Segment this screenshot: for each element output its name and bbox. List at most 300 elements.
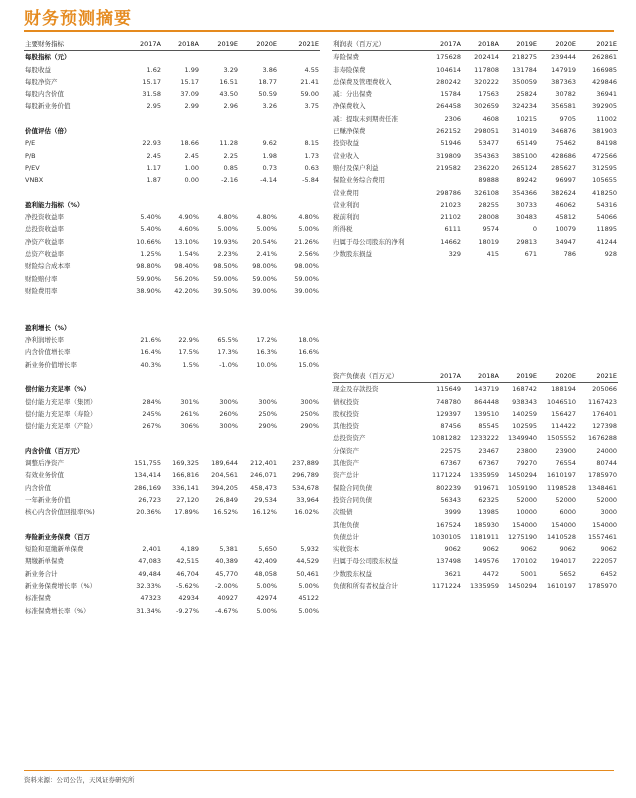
cell-value: 76554 bbox=[555, 459, 576, 468]
cell-value bbox=[239, 125, 278, 137]
cell-value: 1181911 bbox=[470, 532, 499, 541]
table-row bbox=[332, 457, 618, 469]
table-row bbox=[332, 88, 618, 100]
cell-value: 33,964 bbox=[296, 495, 319, 504]
cell-value: 98.50% bbox=[213, 262, 238, 271]
cell-value: 429846 bbox=[592, 77, 617, 86]
cell-value bbox=[162, 310, 200, 322]
cell-value: 105655 bbox=[592, 176, 617, 185]
cell-value: 52000 bbox=[516, 495, 537, 504]
cell-value: 2017A bbox=[424, 38, 462, 51]
cell-value: 13.10% bbox=[174, 237, 199, 246]
cell-value bbox=[124, 113, 162, 125]
cell-value: 1348461 bbox=[588, 483, 617, 492]
cell-value: 50,461 bbox=[296, 569, 319, 578]
cell-value: 2.95 bbox=[146, 102, 161, 111]
cell-value: 418250 bbox=[592, 188, 617, 197]
cell-value bbox=[124, 51, 162, 64]
cell-value: 1.62 bbox=[146, 65, 161, 74]
row-label: 内含价值 bbox=[25, 483, 51, 492]
cell-value: 2.45 bbox=[184, 151, 199, 160]
cell-value: 262152 bbox=[436, 127, 461, 136]
cell-value: 185930 bbox=[474, 520, 499, 529]
cell-value: 167524 bbox=[436, 520, 461, 529]
cell-value: 98.00% bbox=[294, 262, 319, 271]
cell-value: 9062 bbox=[559, 545, 576, 554]
cell-value: 2.56% bbox=[298, 250, 319, 259]
table-row bbox=[24, 211, 320, 223]
cell-value: 26,723 bbox=[138, 495, 161, 504]
cell-value bbox=[278, 519, 320, 531]
row-label: 主要财务指标 bbox=[24, 38, 124, 51]
cell-value: 2019E bbox=[500, 370, 538, 383]
cell-value: 280242 bbox=[436, 77, 461, 86]
cell-value: 15.0% bbox=[298, 360, 319, 369]
cell-value: 127398 bbox=[592, 422, 617, 431]
cell-value: 1676288 bbox=[588, 434, 617, 443]
cell-value: 53477 bbox=[478, 139, 499, 148]
cell-value: 4.80% bbox=[217, 213, 238, 222]
cell-value: 1198528 bbox=[547, 483, 576, 492]
row-label: 财险赔付率 bbox=[25, 274, 58, 283]
cell-value: 9.62 bbox=[262, 139, 277, 148]
cell-value: 1335959 bbox=[470, 471, 499, 480]
cell-value: 67367 bbox=[440, 459, 461, 468]
cell-value: 4.80% bbox=[256, 213, 277, 222]
cell-value bbox=[124, 383, 162, 395]
cell-value: 2.25 bbox=[223, 151, 238, 160]
cell-value bbox=[278, 383, 320, 395]
cell-value: 59.90% bbox=[136, 274, 161, 283]
cell-value bbox=[200, 433, 239, 445]
row-label: 净资产收益率 bbox=[25, 237, 64, 246]
page-title: 财务预测摘要 bbox=[24, 9, 132, 29]
table-row bbox=[332, 506, 618, 518]
cell-value: 24000 bbox=[596, 446, 617, 455]
cell-value: 21.41 bbox=[300, 77, 319, 86]
cell-value bbox=[162, 433, 200, 445]
cell-value: 54316 bbox=[596, 200, 617, 209]
cell-value: 9574 bbox=[482, 225, 499, 234]
cell-value: 27,120 bbox=[176, 495, 199, 504]
section-heading-row bbox=[24, 445, 320, 457]
row-label: 标准保费 bbox=[25, 594, 51, 603]
cell-value bbox=[124, 531, 162, 543]
row-label: 净利润增长率 bbox=[25, 336, 64, 345]
table-row bbox=[24, 88, 320, 100]
cell-value: 56.20% bbox=[174, 274, 199, 283]
spacer-row bbox=[24, 371, 320, 383]
cell-value: 2.41% bbox=[256, 250, 277, 259]
cell-value: 4.60% bbox=[178, 225, 199, 234]
cell-value: 938343 bbox=[512, 397, 537, 406]
cell-value: 250% bbox=[258, 409, 277, 418]
section-heading-row bbox=[24, 531, 320, 543]
table-row bbox=[24, 334, 320, 346]
cell-value: 458,473 bbox=[250, 483, 277, 492]
row-label: 短险和趸缴新单保费 bbox=[25, 545, 84, 554]
cell-value: 284% bbox=[142, 397, 161, 406]
cell-value: 49,484 bbox=[138, 569, 161, 578]
cell-value: 2.96 bbox=[223, 102, 238, 111]
cell-value: 202414 bbox=[474, 53, 499, 62]
table-row bbox=[332, 408, 618, 420]
cell-value: 80744 bbox=[596, 459, 617, 468]
cell-value: -4.14 bbox=[260, 176, 277, 185]
cell-value: 4472 bbox=[482, 569, 499, 578]
cell-value: 314019 bbox=[512, 127, 537, 136]
spacer-row bbox=[24, 113, 320, 125]
cell-value: 40,389 bbox=[215, 557, 238, 566]
row-label: 其他资产 bbox=[333, 459, 359, 468]
table-row bbox=[332, 137, 618, 149]
cell-value: 312595 bbox=[592, 163, 617, 172]
cell-value bbox=[162, 322, 200, 334]
row-label: 资产总计 bbox=[333, 471, 359, 480]
table-header-row bbox=[332, 38, 618, 51]
table-row bbox=[332, 248, 618, 260]
cell-value: 239444 bbox=[551, 53, 576, 62]
cell-value: 320222 bbox=[474, 77, 499, 86]
row-label: 净保费收入 bbox=[333, 102, 366, 111]
cell-value: 40927 bbox=[217, 594, 238, 603]
row-label bbox=[24, 113, 124, 125]
table-row bbox=[24, 260, 320, 272]
row-label: 投资合同负债 bbox=[333, 495, 372, 504]
cell-value bbox=[278, 125, 320, 137]
cell-value: 9062 bbox=[444, 545, 461, 554]
cell-value: 302659 bbox=[474, 102, 499, 111]
section-heading-row bbox=[24, 199, 320, 211]
cell-value: 1275190 bbox=[508, 532, 537, 541]
cell-value: 300% bbox=[258, 397, 277, 406]
row-label: 利润表（百万元） bbox=[332, 38, 424, 51]
cell-value: 290% bbox=[258, 422, 277, 431]
cell-value: 1.17 bbox=[146, 163, 161, 172]
cell-value bbox=[239, 187, 278, 199]
table-row bbox=[332, 236, 618, 248]
cell-value bbox=[278, 51, 320, 64]
cell-value: 5.00% bbox=[298, 606, 319, 615]
cell-value: 5.00% bbox=[256, 582, 277, 591]
cell-value: 29,534 bbox=[254, 495, 277, 504]
cell-value: 166,816 bbox=[172, 471, 199, 480]
cell-value: 2018A bbox=[162, 38, 200, 51]
row-label: 其他负债 bbox=[333, 520, 359, 529]
row-label: 其他投资 bbox=[333, 422, 359, 431]
row-label: 债权投资 bbox=[333, 397, 359, 406]
cell-value: 336,141 bbox=[172, 483, 199, 492]
cell-value: 415 bbox=[486, 250, 499, 259]
row-label: 核心内含价值回报率(%) bbox=[25, 508, 95, 517]
cell-value: 30483 bbox=[516, 213, 537, 222]
cell-value: 102595 bbox=[512, 422, 537, 431]
cell-value: 204,561 bbox=[211, 471, 238, 480]
cell-value bbox=[200, 445, 239, 457]
row-label: 调整后净资产 bbox=[25, 459, 64, 468]
cell-value: 5,932 bbox=[300, 545, 319, 554]
cell-value: 1785970 bbox=[588, 471, 617, 480]
cell-value bbox=[278, 433, 320, 445]
cell-value: 18.0% bbox=[298, 336, 319, 345]
row-label: 一年新业务价值 bbox=[25, 495, 71, 504]
cell-value: 2.23% bbox=[217, 250, 238, 259]
cell-value: 149576 bbox=[474, 557, 499, 566]
table-row bbox=[24, 408, 320, 420]
table-row bbox=[24, 359, 320, 371]
cell-value: 5.00% bbox=[256, 225, 277, 234]
table-row bbox=[332, 223, 618, 235]
cell-value: 48,058 bbox=[254, 569, 277, 578]
cell-value: -2.00% bbox=[215, 582, 238, 591]
cell-value: 9705 bbox=[559, 114, 576, 123]
cell-value bbox=[278, 199, 320, 211]
cell-value: 1785970 bbox=[588, 582, 617, 591]
cell-value: 22575 bbox=[440, 446, 461, 455]
cell-value: 75462 bbox=[555, 139, 576, 148]
cell-value bbox=[200, 51, 239, 64]
cell-value: 22.93 bbox=[142, 139, 161, 148]
cell-value: 16.4% bbox=[140, 348, 161, 357]
cell-value: 62325 bbox=[478, 495, 499, 504]
row-label: P/E bbox=[25, 139, 36, 148]
table-row bbox=[332, 150, 618, 162]
cell-value: 350059 bbox=[512, 77, 537, 86]
cell-value: 98.40% bbox=[174, 262, 199, 271]
cell-value: 1167423 bbox=[588, 397, 617, 406]
row-label: VNBX bbox=[25, 176, 44, 185]
cell-value bbox=[162, 371, 200, 383]
row-label: 分保资产 bbox=[333, 446, 359, 455]
cell-value: 19.93% bbox=[213, 237, 238, 246]
cell-value: 18.66 bbox=[180, 139, 199, 148]
cell-value: 0.00 bbox=[184, 176, 199, 185]
table-row bbox=[332, 199, 618, 211]
cell-value: 1.98 bbox=[262, 151, 277, 160]
cell-value: 1171224 bbox=[432, 471, 461, 480]
cell-value: 5001 bbox=[520, 569, 537, 578]
spacer-row bbox=[24, 187, 320, 199]
cell-value: 265124 bbox=[512, 163, 537, 172]
cell-value: 2021E bbox=[577, 38, 618, 51]
cell-value bbox=[239, 433, 278, 445]
cell-value: 89242 bbox=[516, 176, 537, 185]
cell-value: 10000 bbox=[516, 508, 537, 517]
cell-value: 188194 bbox=[551, 385, 576, 394]
cell-value: 5.40% bbox=[140, 225, 161, 234]
cell-value: 212,401 bbox=[250, 459, 277, 468]
cell-value: 10.0% bbox=[256, 360, 277, 369]
row-label: 每股指标（元） bbox=[25, 53, 71, 62]
cell-value: 31.58 bbox=[142, 90, 161, 99]
cell-value: 8.15 bbox=[304, 139, 319, 148]
row-label: 有效业务价值 bbox=[25, 471, 64, 480]
cell-value: 54066 bbox=[596, 213, 617, 222]
table-row bbox=[332, 494, 618, 506]
row-label: 负债总计 bbox=[333, 532, 359, 541]
cell-value: 151,755 bbox=[134, 459, 161, 468]
cell-value: 147919 bbox=[551, 65, 576, 74]
row-label: 盈利增长（%） bbox=[25, 323, 71, 332]
spacer-row bbox=[24, 310, 320, 322]
cell-value: 156427 bbox=[551, 409, 576, 418]
cell-value: 39.50% bbox=[213, 286, 238, 295]
cell-value: -5.84 bbox=[302, 176, 319, 185]
row-label: 资产负债表（百万元） bbox=[332, 370, 424, 383]
row-label: 偿付能力充足率（集团） bbox=[25, 397, 97, 406]
table-row bbox=[24, 543, 320, 555]
row-label: 保险业务综合费用 bbox=[333, 176, 385, 185]
cell-value: 786 bbox=[563, 250, 576, 259]
footer-divider bbox=[24, 770, 614, 771]
cell-value: 16.12% bbox=[252, 508, 277, 517]
cell-value: 23800 bbox=[516, 446, 537, 455]
cell-value bbox=[200, 519, 239, 531]
cell-value: 5.00% bbox=[298, 582, 319, 591]
cell-value: 22.9% bbox=[178, 336, 199, 345]
row-label: 已赚净保费 bbox=[333, 127, 366, 136]
table-row bbox=[332, 76, 618, 88]
cell-value: 300% bbox=[219, 397, 238, 406]
cell-value bbox=[278, 322, 320, 334]
cell-value: 37.09 bbox=[180, 90, 199, 99]
cell-value: 218275 bbox=[512, 53, 537, 62]
cell-value: 45,770 bbox=[215, 569, 238, 578]
row-label: 新业务保费增长率（%） bbox=[25, 582, 97, 591]
table-row bbox=[24, 605, 320, 617]
cell-value bbox=[162, 51, 200, 64]
section-heading-row bbox=[24, 322, 320, 334]
cell-value: 45812 bbox=[555, 213, 576, 222]
cell-value: 32.33% bbox=[136, 582, 161, 591]
cell-value: 38.90% bbox=[136, 286, 161, 295]
cell-value: 1046510 bbox=[547, 397, 576, 406]
cell-value bbox=[200, 531, 239, 543]
cell-value bbox=[200, 199, 239, 211]
cell-value: 20.36% bbox=[136, 508, 161, 517]
table-row bbox=[332, 543, 618, 555]
row-label: 营业费用 bbox=[333, 188, 359, 197]
cell-value bbox=[162, 383, 200, 395]
cell-value: 65149 bbox=[516, 139, 537, 148]
cell-value bbox=[124, 187, 162, 199]
table-row bbox=[24, 482, 320, 494]
row-label: 新业务价值增长率 bbox=[25, 360, 77, 369]
table-row bbox=[24, 174, 320, 186]
row-label bbox=[24, 433, 124, 445]
cell-value: 2.99 bbox=[184, 102, 199, 111]
cell-value: 43.50 bbox=[219, 90, 238, 99]
row-label: 减：分出保费 bbox=[333, 90, 372, 99]
cell-value: 3621 bbox=[444, 569, 461, 578]
row-label: 归属于母公司股东权益 bbox=[333, 557, 398, 566]
cell-value bbox=[162, 187, 200, 199]
cell-value bbox=[278, 113, 320, 125]
cell-value bbox=[162, 519, 200, 531]
cell-value bbox=[124, 199, 162, 211]
cell-value bbox=[162, 199, 200, 211]
cell-value: 41244 bbox=[596, 237, 617, 246]
cell-value: 17.5% bbox=[178, 348, 199, 357]
cell-value: 139510 bbox=[474, 409, 499, 418]
cell-value: 1171224 bbox=[432, 582, 461, 591]
cell-value: 262861 bbox=[592, 53, 617, 62]
cell-value: 79270 bbox=[516, 459, 537, 468]
cell-value: 14662 bbox=[440, 237, 461, 246]
cell-value: 5.00% bbox=[217, 225, 238, 234]
cell-value: 205066 bbox=[592, 385, 617, 394]
table-row bbox=[24, 137, 320, 149]
row-label: 股权投资 bbox=[333, 409, 359, 418]
section-heading-row bbox=[24, 125, 320, 137]
cell-value: 1.99 bbox=[184, 65, 199, 74]
table-row bbox=[332, 187, 618, 199]
cell-value: 10079 bbox=[555, 225, 576, 234]
cell-value: 143719 bbox=[474, 385, 499, 394]
cell-value bbox=[200, 187, 239, 199]
row-label: 总资产收益率 bbox=[25, 250, 64, 259]
row-label: 净投资收益率 bbox=[25, 213, 64, 222]
cell-value: 42974 bbox=[256, 594, 277, 603]
cell-value: 16.3% bbox=[256, 348, 277, 357]
cell-value: 6111 bbox=[444, 225, 461, 234]
row-label: 归属于母公司股东的净利 bbox=[333, 237, 405, 246]
row-label: 负债和所有者权益合计 bbox=[333, 582, 398, 591]
cell-value bbox=[239, 371, 278, 383]
cell-value: 28008 bbox=[478, 213, 499, 222]
table-row bbox=[24, 396, 320, 408]
cell-value: 219582 bbox=[436, 163, 461, 172]
table-row bbox=[332, 64, 618, 76]
cell-value bbox=[200, 297, 239, 309]
cell-value bbox=[124, 519, 162, 531]
cell-value bbox=[162, 445, 200, 457]
cell-value: 59.00 bbox=[300, 90, 319, 99]
cell-value: 11895 bbox=[596, 225, 617, 234]
table-row bbox=[24, 506, 320, 518]
cell-value: 17563 bbox=[478, 90, 499, 99]
cell-value: 16.51 bbox=[219, 77, 238, 86]
cell-value bbox=[200, 371, 239, 383]
cell-value bbox=[162, 125, 200, 137]
row-label bbox=[24, 371, 124, 383]
cell-value: 802239 bbox=[436, 483, 461, 492]
cell-value: 1505552 bbox=[547, 434, 576, 443]
cell-value bbox=[239, 51, 278, 64]
cell-value: 84198 bbox=[596, 139, 617, 148]
cell-value: 16.02% bbox=[294, 508, 319, 517]
cell-value: 129397 bbox=[436, 409, 461, 418]
cell-value bbox=[124, 322, 162, 334]
cell-value: 381903 bbox=[592, 127, 617, 136]
cell-value: 5652 bbox=[559, 569, 576, 578]
cell-value: 1410528 bbox=[547, 532, 576, 541]
cell-value: 9062 bbox=[600, 545, 617, 554]
cell-value: 16.6% bbox=[298, 348, 319, 357]
cell-value: 2.45 bbox=[146, 151, 161, 160]
cell-value bbox=[278, 310, 320, 322]
cell-value: 319809 bbox=[436, 151, 461, 160]
cell-value: 237,889 bbox=[292, 459, 319, 468]
cell-value: 175628 bbox=[436, 53, 461, 62]
table-row bbox=[24, 457, 320, 469]
cell-value: 1.73 bbox=[304, 151, 319, 160]
cell-value: 42,409 bbox=[254, 557, 277, 566]
cell-value bbox=[200, 113, 239, 125]
table-row bbox=[332, 100, 618, 112]
cell-value: 1.00 bbox=[184, 163, 199, 172]
row-label: 所得税 bbox=[333, 225, 353, 234]
